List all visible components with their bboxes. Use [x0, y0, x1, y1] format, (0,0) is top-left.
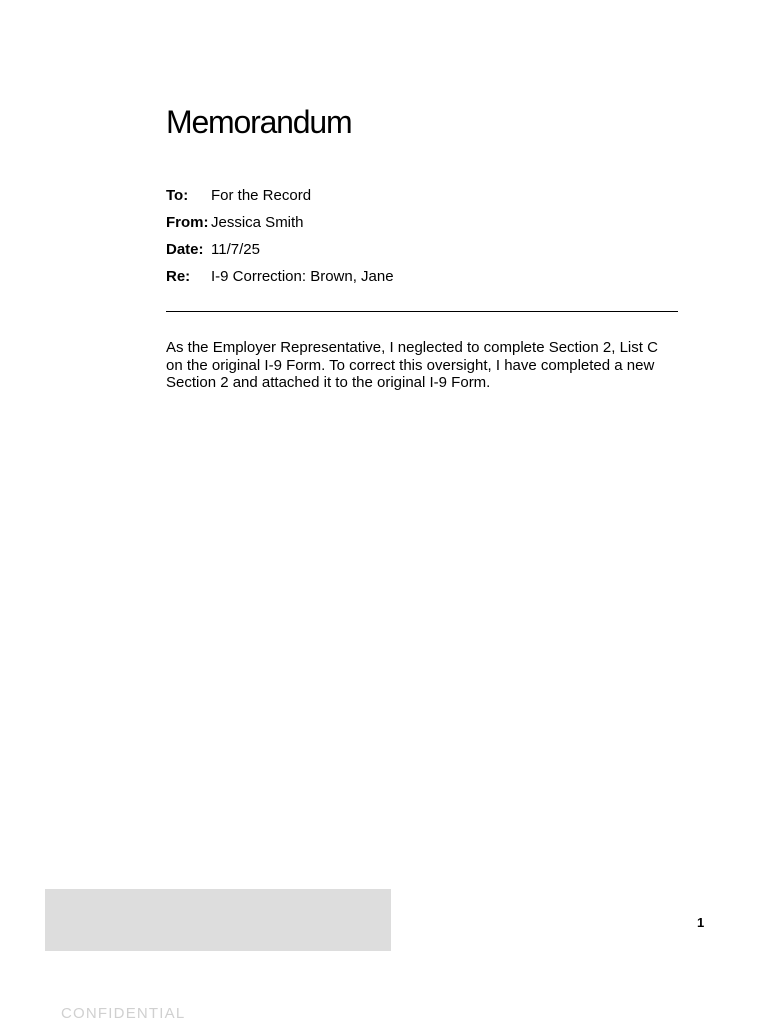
from-label: From:	[166, 214, 209, 231]
date-field	[166, 236, 394, 263]
memo-body: As the Employer Representative, I neglected to complete Section 2, List C on the original I-9 Form. To correct this oversight, I have completed a new Section 2 and attached it to the original I-9 Form.	[166, 339, 658, 391]
re-value: I-9 Correction: Brown, Jane	[211, 268, 394, 285]
date-label: Date:	[166, 241, 204, 258]
to-value: For the Record	[211, 187, 312, 204]
re-label: Re:	[166, 268, 191, 285]
memo-header-fields	[166, 182, 394, 290]
memo-title: Memorandum	[166, 104, 352, 140]
date-value: 11/7/25	[211, 241, 260, 258]
to-label: To:	[166, 187, 189, 204]
header-divider	[166, 311, 678, 312]
confidential-watermark: CONFIDENTIAL	[61, 1005, 186, 1022]
from-field	[166, 209, 394, 236]
to-field	[166, 182, 394, 209]
footer-gray-box	[45, 889, 391, 951]
re-field	[166, 263, 394, 290]
page-number: 1	[697, 915, 705, 930]
from-value: Jessica Smith	[211, 214, 304, 231]
